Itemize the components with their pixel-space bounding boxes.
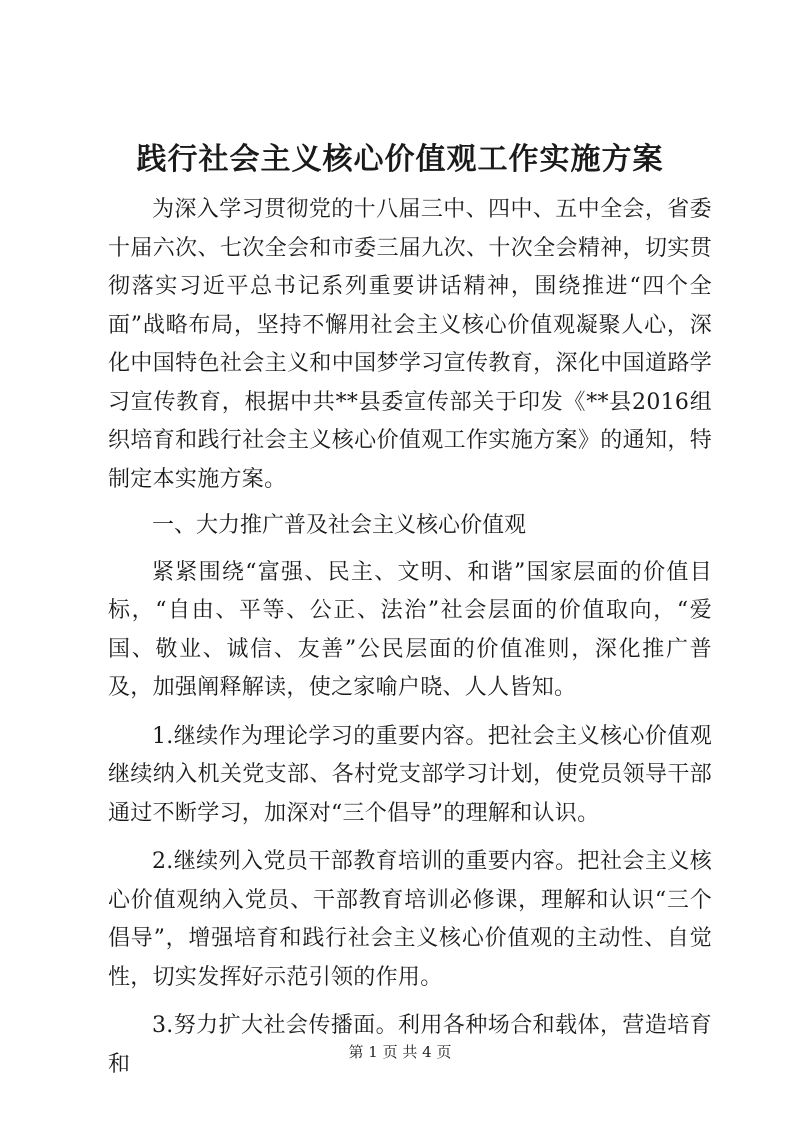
item-2-paragraph: 2.继续列入党员干部教育培训的重要内容。把社会主义核心价值观纳入党员、干部教育培训必修课，理解和认识“三个倡导”，增强培育和践行社会主义核心价值观的主动性、自觉性，切实发挥好示范引领的作用。	[108, 849, 712, 990]
document-body	[108, 191, 712, 1084]
section-1-paragraph: 紧紧围绕“富强、民主、文明、和谐”国家层面的价值目标，“自由、平等、公正、法治”社会层面的价值取向，“爱国、敬业、诚信、友善”公民层面的价值准则，深化推广普及，加强阐释解读，使之家喻户晓、人人皆知。	[108, 559, 712, 700]
page-footer: 第 1 页 共 4 页	[348, 1043, 452, 1061]
section-heading-1: 一、大力推广普及社会主义核心价值观	[152, 513, 527, 538]
item-3-paragraph: 3.努力扩大社会传播面。利用各种场合和载体，营造培育和	[108, 1013, 712, 1077]
item-1-paragraph: 1.继续作为理论学习的重要内容。把社会主义核心价值观继续纳入机关党支部、各村党支部学习计划，使党员领导干部通过不断学习，加深对“三个倡导”的理解和认识。	[108, 723, 712, 826]
intro-paragraph: 为深入学习贯彻党的十八届三中、四中、五中全会，省委十届六次、七次全会和市委三届九次、十次全会精神，切实贯彻落实习近平总书记系列重要讲话精神，围绕推进“四个全面”战略布局，坚持不懈用社会主义核心价值观凝聚人心，深化中国特色社会主义和中国梦学习宣传教育，深化中国道路学习宣传教育，根据中共**县委宣传部关于印发《**县2016组织培育和践行社会主义核心价值观工作实施方案》的通知，特制定本实施方案。	[108, 197, 712, 492]
document-title: 践行社会主义核心价值观工作实施方案	[136, 142, 664, 177]
